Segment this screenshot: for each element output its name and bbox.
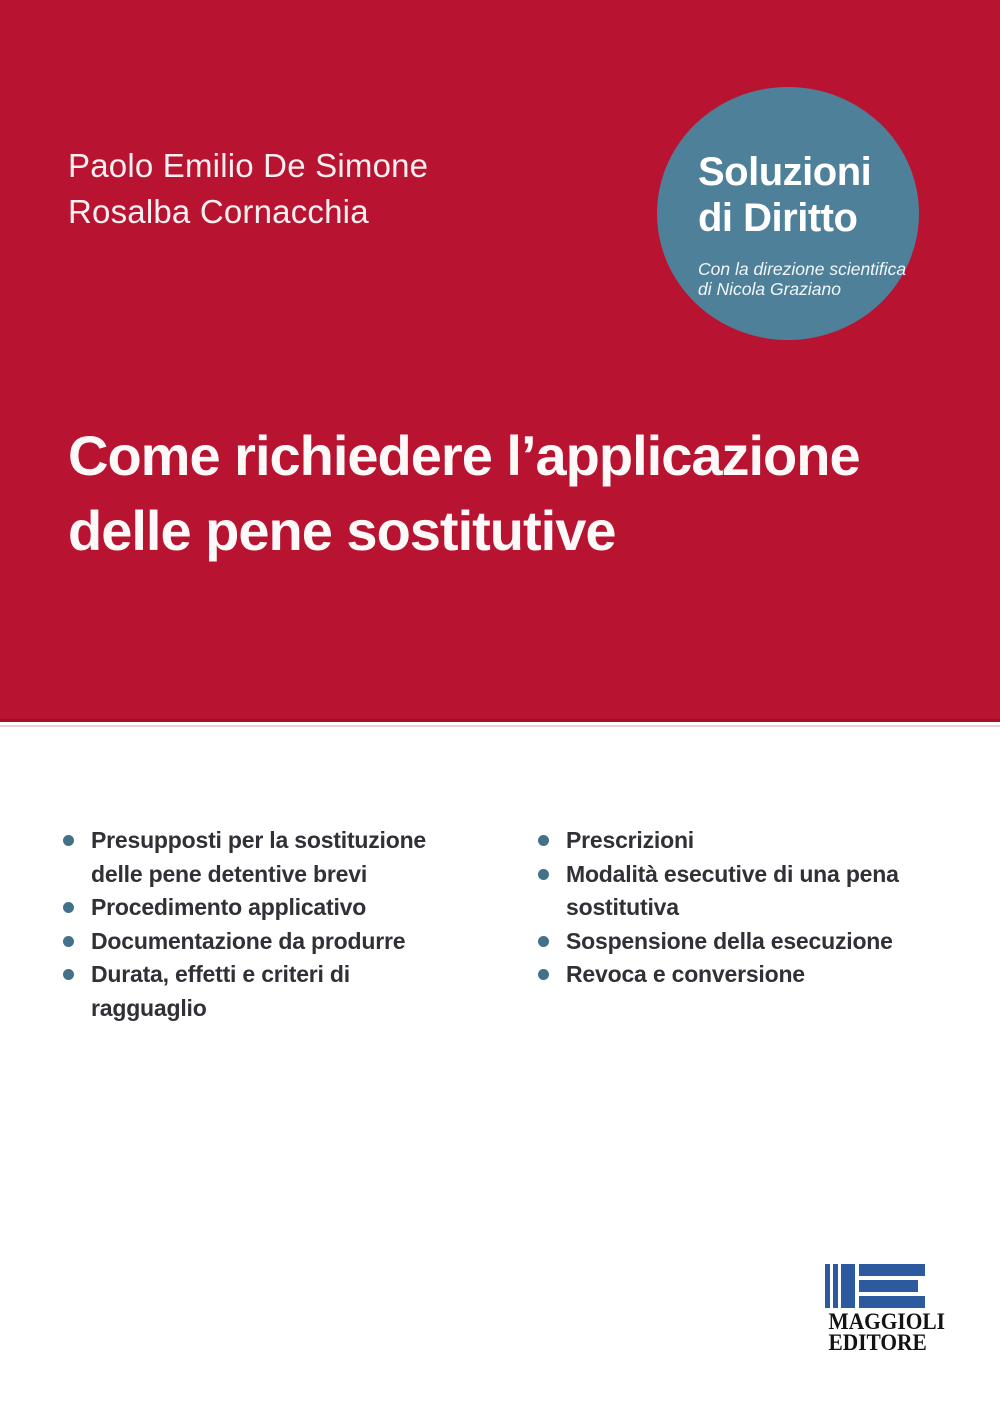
series-badge <box>657 87 919 340</box>
monogram-bar <box>841 1264 855 1308</box>
topics-list-left <box>62 824 470 1025</box>
publisher-name: MAGGIOLI <box>828 1309 945 1334</box>
author-names <box>68 143 428 235</box>
maggioli-me-monogram-icon <box>825 1264 925 1308</box>
section-divider <box>0 725 1000 727</box>
series-badge-title <box>698 149 919 241</box>
series-badge-subtitle-line: Con la direzione scientifica <box>698 259 907 279</box>
topic-item: Presupposti per la sostituzione delle pene detentive brevi <box>62 824 470 891</box>
monogram-bar <box>859 1280 918 1292</box>
topic-item: Documentazione da produrre <box>62 925 470 959</box>
topic-item: Modalità esecutive di una pena sostitutiva <box>537 858 909 925</box>
monogram-bar <box>859 1296 925 1308</box>
topic-item: Procedimento applicativo <box>62 891 470 925</box>
author-name: Rosalba Cornacchia <box>68 193 369 230</box>
topic-item: Revoca e conversione <box>537 958 909 992</box>
series-badge-subtitle-line: di Nicola Graziano <box>698 279 841 299</box>
topic-item: Durata, effetti e criteri di ragguaglio <box>62 958 470 1025</box>
monogram-bar <box>825 1264 830 1308</box>
book-title-line: Come richiedere l’applicazione <box>68 424 860 487</box>
monogram-bar <box>859 1264 925 1276</box>
book-title <box>68 418 860 568</box>
monogram-bar <box>833 1264 838 1308</box>
book-title-line: delle pene sostitutive <box>68 499 616 562</box>
topics-list-right <box>537 824 909 992</box>
topic-item: Prescrizioni <box>537 824 909 858</box>
series-badge-title-line: Soluzioni <box>698 150 872 194</box>
topic-item: Sospensione della esecuzione <box>537 925 909 959</box>
series-badge-title-line: di Diritto <box>698 196 858 240</box>
publisher-name: EDITORE <box>828 1330 927 1355</box>
author-name: Paolo Emilio De Simone <box>68 147 429 184</box>
series-badge-subtitle <box>698 259 919 299</box>
publisher-logo <box>825 1264 945 1355</box>
